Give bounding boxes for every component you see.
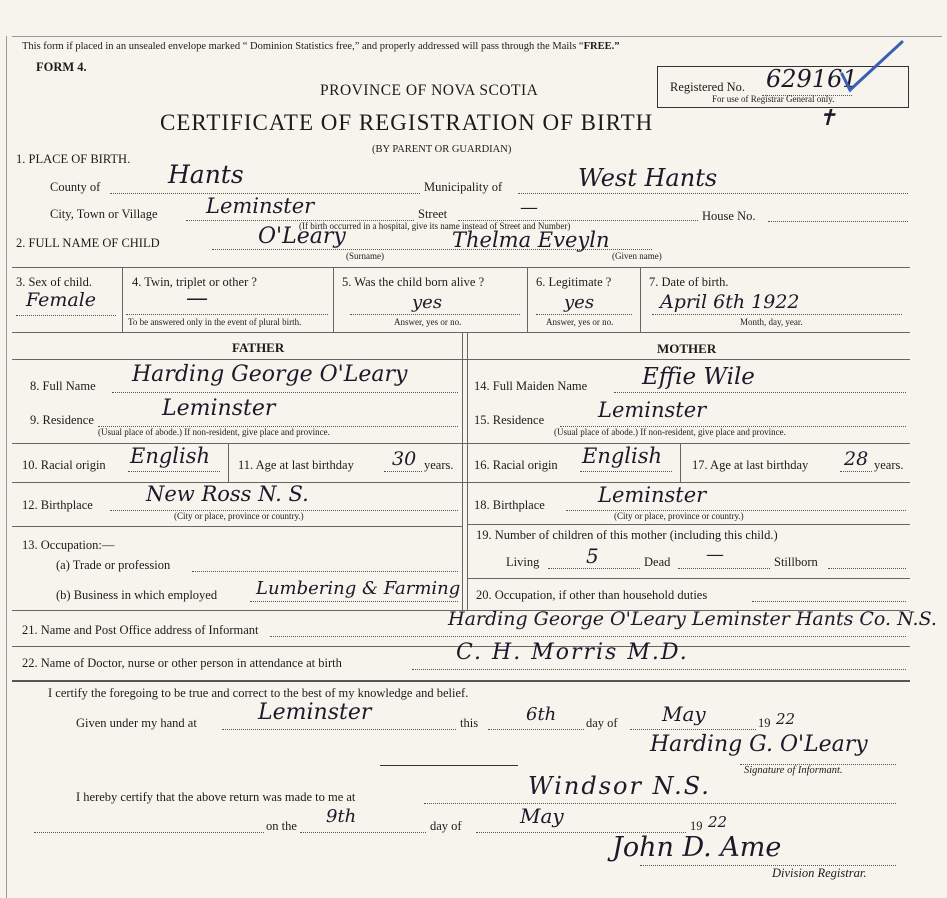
given-year: 22 — [776, 710, 796, 728]
house-number-label: House No. — [702, 209, 756, 223]
mother-residence-note: (Usual place of abode.) If non-resident, give place and province. — [554, 427, 786, 437]
business-label: (b) Business in which employed — [56, 588, 218, 602]
alive-value: yes — [412, 292, 443, 313]
certificate-title: CERTIFICATE OF REGISTRATION OF BIRTH — [160, 110, 654, 135]
given-place: Leminster — [258, 700, 372, 725]
dob-note: Month, day, year. — [740, 317, 803, 327]
father-birthplace-note: (City or place, province or country.) — [174, 511, 304, 521]
given-month: May — [662, 702, 706, 726]
division-registrar-caption: Division Registrar. — [772, 866, 867, 880]
county-value: Hants — [168, 160, 244, 189]
legitimate-note: Answer, yes or no. — [546, 317, 614, 327]
children-count-label: 19. Number of children of this mother (including this child.) — [476, 528, 778, 542]
informant-value: Harding George O'Leary Leminster Hants Co. N.S. — [448, 608, 937, 630]
child-given-name: Thelma Eveyln — [452, 228, 610, 252]
check-mark-icon — [838, 38, 908, 98]
alive-label: 5. Was the child born alive ? — [342, 275, 485, 289]
father-residence: Leminster — [162, 396, 276, 421]
registrar-signature: John D. Ame — [612, 832, 782, 863]
return-on-the-label: on the — [266, 819, 297, 833]
return-day: 9th — [326, 806, 357, 827]
given-year-prefix: 19 — [758, 716, 771, 730]
mother-birthplace-note: (City or place, province or country.) — [614, 511, 744, 521]
return-year-prefix: 19 — [690, 819, 703, 833]
father-name: Harding George O'Leary — [132, 362, 408, 387]
mother-age: 28 — [844, 448, 869, 470]
given-day-of-label: day of — [586, 716, 618, 730]
mother-racial-label: 16. Racial origin — [474, 458, 558, 472]
return-day-of-label: day of — [430, 819, 462, 833]
dead-label: Dead — [644, 555, 671, 569]
living-count: 5 — [586, 544, 599, 568]
father-age: 30 — [392, 448, 417, 470]
mother-birthplace-label: 18. Birthplace — [474, 498, 545, 512]
dead-count: — — [706, 544, 724, 565]
stillborn-label: Stillborn — [774, 555, 818, 569]
given-day: 6th — [526, 704, 557, 725]
return-month: May — [520, 804, 564, 828]
twin-value: — — [186, 286, 208, 311]
sex-label: 3. Sex of child. — [16, 275, 93, 289]
father-racial-origin: English — [130, 444, 211, 468]
informant-signature: Harding G. O'Leary — [650, 732, 868, 757]
form-number: FORM 4. — [36, 60, 87, 74]
father-business: Lumbering & Farming — [256, 578, 461, 599]
mother-racial-origin: English — [582, 444, 663, 468]
father-residence-note: (Usual place of abode.) If non-resident, give place and province. — [98, 427, 330, 437]
twin-label: 4. Twin, triplet or other ? — [132, 275, 257, 289]
municipality-value: West Hants — [578, 164, 718, 192]
father-racial-label: 10. Racial origin — [22, 458, 106, 472]
alive-note: Answer, yes or no. — [394, 317, 462, 327]
father-birthplace-label: 12. Birthplace — [22, 498, 93, 512]
registered-number: 629161 — [766, 65, 858, 93]
this-label: this — [460, 716, 479, 730]
given-at-label: Given under my hand at — [76, 716, 197, 730]
twin-note: To be answered only in the event of plural birth. — [128, 317, 302, 327]
trade-label: (a) Trade or profession — [56, 558, 171, 572]
signature-caption: Signature of Informant. — [744, 765, 843, 776]
street-label: Street — [418, 207, 448, 221]
registered-label: Registered No. — [670, 80, 745, 94]
mother-residence-label: 15. Residence — [474, 413, 545, 427]
county-label: County of — [50, 180, 101, 194]
father-years-label: years. — [424, 458, 454, 472]
mother-age-label: 17. Age at last birthday — [692, 458, 809, 472]
registrar-note: For use of Registrar General only. — [712, 94, 835, 104]
doctor-label: 22. Name of Doctor, nurse or other person in attendance at birth — [22, 656, 342, 670]
province-heading: PROVINCE OF NOVA SCOTIA — [320, 82, 539, 99]
city-value: Leminster — [206, 194, 315, 218]
dob-value: April 6th 1922 — [660, 291, 800, 313]
dob-label: 7. Date of birth. — [649, 275, 729, 289]
legitimate-label: 6. Legitimate ? — [536, 275, 612, 289]
mother-heading: MOTHER — [657, 341, 717, 356]
mother-maiden-label: 14. Full Maiden Name — [474, 379, 588, 393]
place-of-birth-label: 1. PLACE OF BIRTH. — [16, 152, 131, 166]
return-year: 22 — [708, 813, 728, 831]
father-birthplace: New Ross N. S. — [146, 482, 309, 506]
mail-notice: This form if placed in an unsealed envelope marked “ Dominion Statistics free,” and properly addressed will pass through the Mails “FREE.” — [22, 41, 620, 52]
surname-caption: (Surname) — [346, 251, 384, 261]
municipality-label: Municipality of — [424, 180, 503, 194]
given-name-caption: (Given name) — [612, 251, 662, 261]
legitimate-value: yes — [564, 292, 595, 313]
father-residence-label: 9. Residence — [30, 413, 94, 427]
mother-birthplace: Leminster — [598, 483, 707, 507]
child-surname: O'Leary — [258, 224, 346, 249]
return-statement: I hereby certify that the above return was made to me at — [76, 790, 356, 804]
mother-maiden-name: Effie Wile — [642, 364, 755, 390]
father-name-label: 8. Full Name — [30, 379, 96, 393]
father-age-label: 11. Age at last birthday — [238, 458, 354, 472]
mother-occupation-label: 20. Occupation, if other than household duties — [476, 588, 708, 602]
doctor-value: C. H. Morris M.D. — [456, 640, 689, 665]
certificate-subtitle: (BY PARENT OR GUARDIAN) — [372, 144, 512, 155]
certify-statement: I certify the foregoing to be true and correct to the best of my knowledge and belief. — [48, 686, 469, 700]
living-label: Living — [506, 555, 540, 569]
return-place: Windsor N.S. — [528, 772, 711, 800]
hospital-note: (If birth occurred in a hospital, give its name instead of Street and Number) — [299, 221, 571, 231]
father-heading: FATHER — [232, 340, 285, 355]
sex-value: Female — [26, 289, 97, 311]
mother-residence: Leminster — [598, 398, 707, 422]
mother-years-label: years. — [874, 458, 904, 472]
city-label: City, Town or Village — [50, 207, 158, 221]
informant-label: 21. Name and Post Office address of Informant — [22, 623, 259, 637]
occupation-label: 13. Occupation:— — [22, 538, 115, 552]
street-dash: — — [520, 197, 538, 218]
child-name-label: 2. FULL NAME OF CHILD — [16, 236, 160, 250]
registrar-mark: ✝ — [818, 106, 837, 131]
